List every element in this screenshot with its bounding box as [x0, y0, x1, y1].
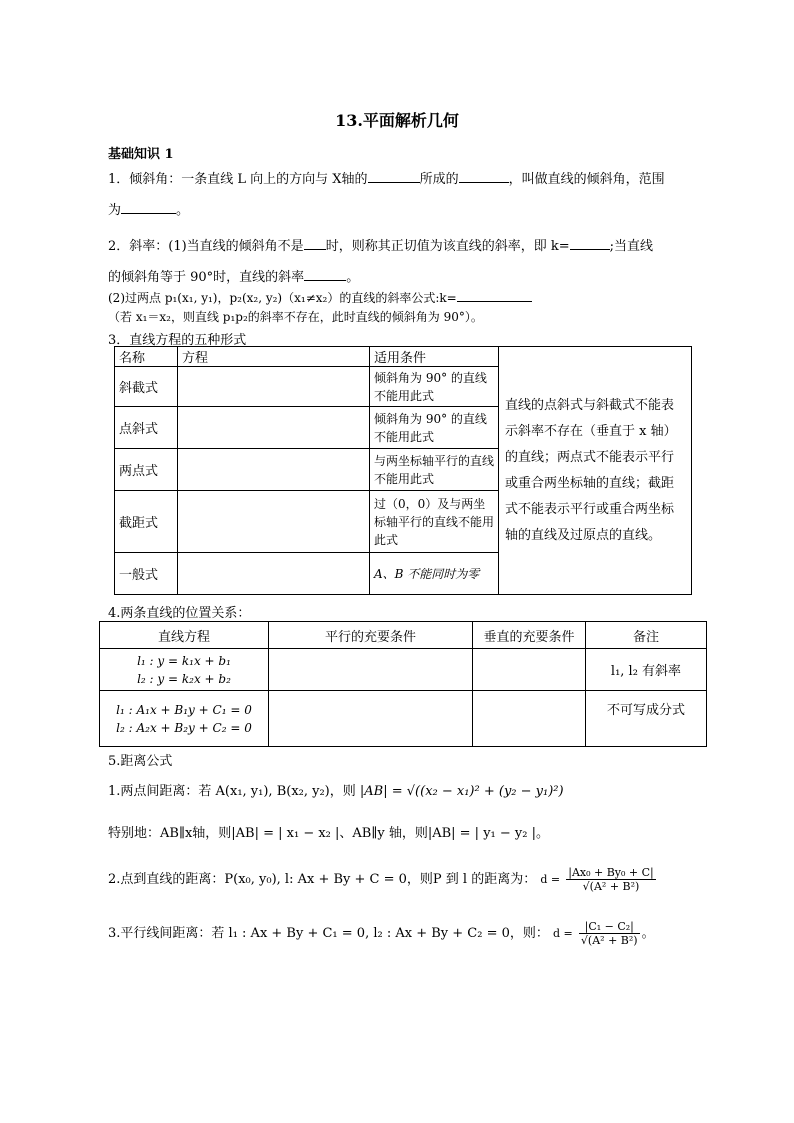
- p1-text-e: 。: [176, 203, 190, 218]
- header-parallel: 平行的充要条件: [269, 622, 473, 649]
- p2-text-e: 。: [346, 270, 360, 285]
- p2-text-a: 2．斜率：(1)当直线的倾斜角不是: [108, 239, 304, 254]
- header-equation: 直线方程: [100, 622, 269, 649]
- row-condition: A、B 不能同时为零: [370, 553, 499, 595]
- p1-text-a: 1．倾斜角：一条直线 L 向上的方向与 X轴的: [108, 172, 368, 187]
- equation-l1: l₁ : A₁x + B₁y + C₁ = 0: [116, 702, 252, 717]
- d2-denominator: √(A² + B²): [582, 880, 640, 893]
- blank: [457, 288, 532, 302]
- paragraph-3: 3．直线方程的五种形式: [108, 333, 247, 348]
- distance-two-points: [108, 780, 564, 801]
- row-equation: [178, 407, 370, 449]
- header-equation: 方程: [178, 347, 370, 367]
- row-name: 斜截式: [115, 367, 178, 407]
- row-equation: [178, 491, 370, 553]
- distance-special: 特别地：AB∥x轴，则|AB| = | x₁ − x₂ |、AB∥y 轴，则|AB| = | y₁ − y₂ |。: [108, 826, 549, 841]
- p1-text-b: 所成的: [419, 172, 459, 187]
- p2-text-c: ;当直线: [609, 239, 653, 254]
- row-equation: [178, 367, 370, 407]
- equation-l2: l₂ : A₂x + B₂y + C₂ = 0: [116, 720, 252, 735]
- parallel-cell: [269, 649, 473, 691]
- row-name: 一般式: [115, 553, 178, 595]
- line-forms-table: [114, 346, 692, 595]
- equation-l1: l₁ : y = k₁x + b₁: [137, 653, 231, 668]
- paragraph-2-cont: [108, 266, 359, 285]
- d3-text: 3.平行线间距离：若 l₁ : Ax + By + C₁ = 0, l₂ : Ax + By + C₂ = 0，则：: [108, 926, 549, 941]
- d1-formula: |AB| = √((x₂ − x₁)² + (y₂ − y₁)²): [359, 784, 564, 799]
- row-name: 两点式: [115, 449, 178, 491]
- d2-d: d =: [540, 873, 561, 886]
- row-condition: 与两坐标轴平行的直线不能用此式: [370, 449, 499, 491]
- p2-text-d: 的倾斜角等于 90°时，直线的斜率: [108, 270, 305, 285]
- header-condition: 适用条件: [370, 347, 499, 367]
- paragraph-2: [108, 235, 653, 254]
- equation-cell: [100, 649, 269, 691]
- p2-text-f: (2)过两点 p₁(x₁, y₁)，p₂(x₂, y₂)（x₁≠x₂）的直线的斜率公式:k=: [108, 291, 457, 305]
- blank: [459, 169, 509, 183]
- blank: [121, 200, 176, 214]
- paragraph-2-formula: [108, 288, 532, 306]
- forms-note: 直线的点斜式与斜截式不能表示斜率不存在（垂直于 x 轴）的直线；两点式不能表示平行或重合两坐标轴的直线；截距式不能表示平行或重合两坐标轴的直线及过原点的直线。: [499, 347, 692, 595]
- header-name: 名称: [115, 347, 178, 367]
- row-condition: 倾斜角为 90° 的直线不能用此式: [370, 367, 499, 407]
- header-perpendicular: 垂直的充要条件: [473, 622, 586, 649]
- p1-text-c: ，叫做直线的倾斜角，范围: [508, 172, 665, 187]
- perpendicular-cell: [473, 649, 586, 691]
- row-name: 截距式: [115, 491, 178, 553]
- d3-numerator: |C₁ − C₂|: [579, 920, 640, 934]
- section-heading: 基础知识 1: [108, 147, 174, 162]
- paragraph-1: [108, 168, 665, 187]
- distance-parallel-lines: [108, 920, 655, 947]
- d2-numerator: |Ax₀ + By₀ + C|: [568, 866, 654, 879]
- d1-text: 1.两点间距离：若 A(x₁, y₁), B(x₂, y₂)，则: [108, 784, 356, 799]
- equation-cell: [100, 691, 269, 747]
- p2-text-b: 时，则称其正切值为该直线的斜率，即 k=: [325, 239, 570, 254]
- d3-fraction: [579, 920, 640, 947]
- blank: [304, 236, 326, 250]
- row-condition: 过（0，0）及与两坐标轴平行的直线不能用此式: [370, 491, 499, 553]
- paragraph-4: 4.两条直线的位置关系：: [108, 606, 251, 621]
- paragraph-2-note: （若 x₁＝x₂，则直线 p₁p₂的斜率不存在，此时直线的倾斜角为 90°）。: [108, 310, 483, 324]
- blank: [304, 267, 346, 281]
- perpendicular-cell: [473, 691, 586, 747]
- d3-end: 。: [641, 926, 655, 941]
- equation-l2: l₂ : y = k₂x + b₂: [137, 671, 231, 686]
- blank: [570, 236, 610, 250]
- parallel-cell: [269, 691, 473, 747]
- p1-text-d: 为: [108, 203, 122, 218]
- paragraph-1-cont: [108, 199, 189, 218]
- remark-cell: l₁, l₂ 有斜率: [586, 649, 707, 691]
- row-name: 点斜式: [115, 407, 178, 449]
- blank: [368, 169, 420, 183]
- row-equation: [178, 553, 370, 595]
- paragraph-5: 5.距离公式: [108, 754, 173, 769]
- remark-cell: 不可写成分式: [586, 691, 707, 747]
- d2-text: 2.点到直线的距离：P(x₀, y₀), l: Ax + By + C = 0，则P 到 l 的距离为：: [108, 872, 537, 887]
- header-remark: 备注: [586, 622, 707, 649]
- d3-d: d =: [553, 927, 573, 940]
- d2-fraction: [566, 866, 656, 893]
- distance-point-line: [108, 866, 658, 893]
- d3-denominator: √(A² + B²): [580, 934, 638, 947]
- position-relation-table: [99, 621, 707, 747]
- row-equation: [178, 449, 370, 491]
- row-condition: 倾斜角为 90° 的直线不能用此式: [370, 407, 499, 449]
- page-title: 13.平面解析几何: [335, 111, 459, 130]
